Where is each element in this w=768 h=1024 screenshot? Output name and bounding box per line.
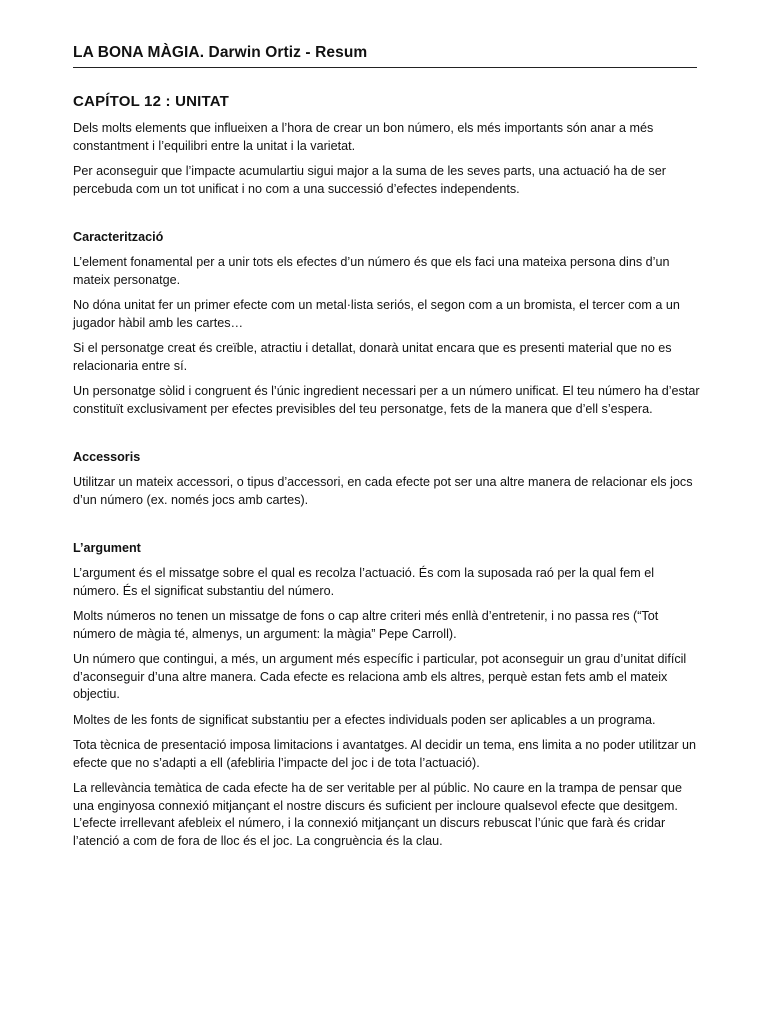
header-divider [73, 67, 697, 68]
paragraph: No dóna unitat fer un primer efecte com un metal·lista seriós, el segon com a un bromista, el tercer com a un jugador hàbil amb les cartes… [73, 298, 680, 330]
paragraph: L’argument és el missatge sobre el qual es recolza l’actuació. És com la suposada raó per la qual fem el número. És el significat substantiu del número. [73, 566, 655, 598]
paragraph: Utilitzar un mateix accessori, o tipus d’accessori, en cada efecte pot ser una altre manera de relacionar els jocs d’un número (ex. només jocs amb cartes). [73, 475, 693, 507]
paragraph: Un personatge sòlid i congruent és l’únic ingredient necessari per a un número unificat. El teu número ha d’estar constituït exclusivament per efectes previsibles del teu personatge, fets de la manera que d’ell s’espera. [73, 384, 700, 416]
paragraph: L’element fonamental per a unir tots els efectes d’un número és que els faci una mateixa persona dins d’un mateix personatge. [73, 255, 670, 287]
intro-paragraph: Per aconseguir que l’impacte acumulartiu sigui major a la suma de les seves parts, una actuació ha de ser percebuda com un tot unificat i no com a una successió d’efectes independents. [73, 164, 666, 196]
section-heading-accessoris: Accessoris [73, 450, 141, 464]
chapter-title: CAPÍTOL 12 : UNITAT [73, 93, 230, 110]
section-heading-caracteritzacio: Caracterització [73, 230, 164, 244]
intro-paragraph: Dels molts elements que influeixen a l’hora de crear un bon número, els més importants són anar a més constantment i l’equilibri entre la unitat i la varietat. [73, 121, 654, 153]
paragraph: Moltes de les fonts de significat substantiu per a efectes individuals poden ser aplicables a un programa. [73, 712, 656, 727]
paragraph: La rellevància temàtica de cada efecte ha de ser veritable per al públic. No caure en la trampa de pensar que una enginyosa connexió mitjançant el nostre discurs és suficient per incloure qualsevol efecte que desitgem. L’efecte irrellevant afebleix el número, i la connexió mitjançant un discurs rebuscat l’únic que farà és cridar l’atenció a com de fora de lloc és el joc. La congruència és la clau. [73, 781, 683, 848]
document-header: LA BONA MÀGIA. Darwin Ortiz - Resum [73, 44, 368, 61]
paragraph: Un número que contingui, a més, un argument més específic i particular, pot aconseguir un grau d’unitat difícil d’aconseguir d’una altre manera. Cada efecte es relaciona amb els altres, perquè estan fets amb el mateix objectiu. [73, 652, 687, 701]
section-heading-argument: L’argument [73, 541, 141, 555]
paragraph: Si el personatge creat és creïble, atractiu i detallat, donarà unitat encara que es presenti material que no es relacionaria entre sí. [73, 341, 672, 373]
paragraph: Molts números no tenen un missatge de fons o cap altre criteri més enllà d’entretenir, i no passa res (“Tot número de màgia té, almenys, un argument: la màgia” Pepe Carroll). [73, 609, 659, 641]
document-body [73, 93, 701, 858]
paragraph: Tota tècnica de presentació imposa limitacions i avantatges. Al decidir un tema, ens limita a no poder utilitzar un efecte que no s’adapti a ell (afebliria l’impacte del joc i de tota l’actuació). [73, 738, 697, 770]
